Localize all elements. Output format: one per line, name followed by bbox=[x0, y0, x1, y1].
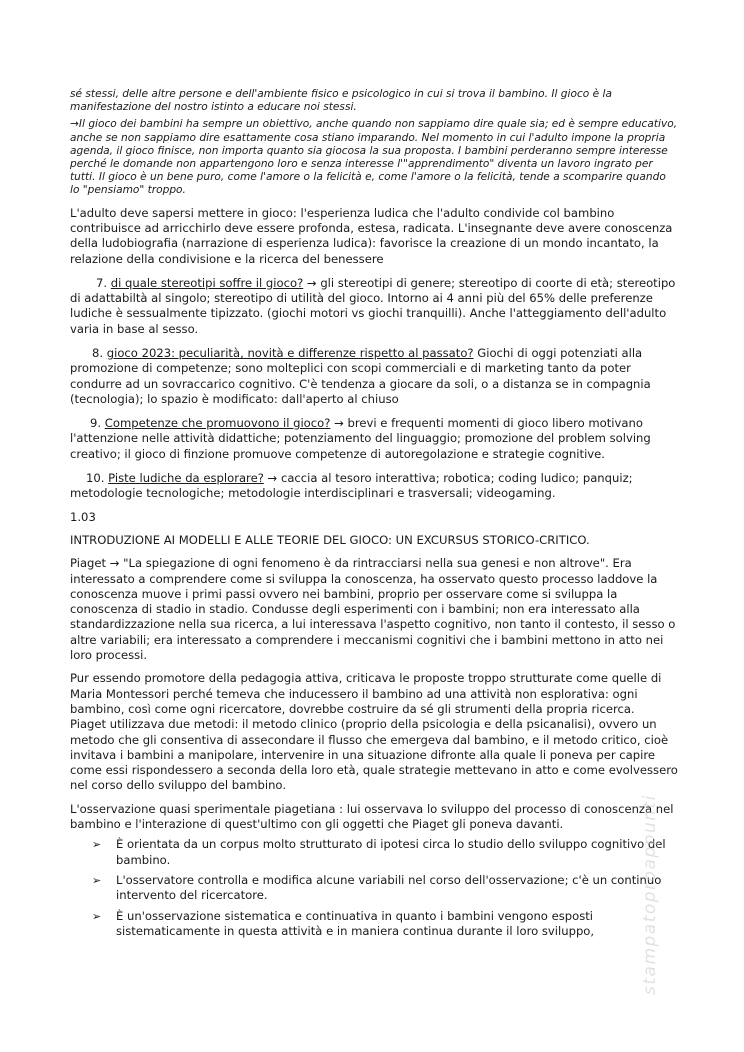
quote-paragraph bbox=[70, 118, 678, 197]
observation-paragraph: L'osservazione quasi sperimentale piagetiana : lui osservava lo sviluppo del processo di conoscenza nel bambino e l'interazione di quest'ultimo con gli oggetti che Piaget gli poneva davanti. bbox=[70, 801, 674, 832]
intro-paragraph: sé stessi, delle altre persone e dell'ambiente fisico e psicologico in cui si trova il bambino. Il gioco è la manifestazione del nostro istinto a educare noi stessi. bbox=[70, 88, 612, 114]
question-10-answer: → caccia al tesoro interattiva; robotica; coding ludico; panquiz; metodologie tecnologiche; metodologie interdisciplinari e trasversali; videogaming. bbox=[70, 471, 633, 501]
bullet-arrow-icon: ➢ bbox=[92, 873, 102, 887]
question-9 bbox=[70, 416, 678, 462]
watermark-text: stampatoproappunti bbox=[640, 794, 660, 995]
bullet-arrow-icon: ➢ bbox=[92, 909, 102, 923]
question-8-answer: Giochi di oggi potenziati alla promozione di competenze; sono molteplici con scopi commerciali e di marketing tanto da poter condurre ad un sovraccarico cognitivo. C'è tendenza a giocare da soli, o a distanza se in compagnia (tecnologia); lo spazio è modificato: dall'aperto al chiuso bbox=[70, 346, 651, 406]
list-item: ➢ È un'osservazione sistematica e continuativa in quanto i bambini vengono esposti sistematicamente in questa attività e in maniera continua durante il loro sviluppo, bbox=[92, 908, 595, 938]
piaget-paragraph-1: Piaget → "La spiegazione di ogni fenomeno è da rintracciarsi nella sua genesi e non altrove". Era interessato a comprendere come si sviluppa la conoscenza, ha osservato questo processo laddove la conoscenza muove i primi passi ovvero nei bambini, proprio per osservare come si sviluppa la conoscenza di stadio in stadio. Condusse degli esperimenti con i bambini; non era interessato alla standardizzazione nella sua ricerca, a lui interessava l'aspetto cognitivo, non tanto il contesto, il sesso o altre variabili; era interessato a comprendere i meccanismi cognitivi che i bambini mettono in atto nei loro processi. bbox=[70, 556, 676, 663]
question-7-number: 7. bbox=[96, 275, 108, 290]
piaget-paragraph-3: Piaget utilizzava due metodi: il metodo clinico (proprio della psicologia e della psicanalisi), ovvero un metodo che gli consentiva di assecondare il flusso che emergeva dal bambino, e il metodo critico, cioè invitava i bambini a manipolare, intervenire in una situazione difronte alla quale li poneva per capire come essi rispondessero a seconda della loro età, quale strategie mettevano in atto e come evolvessero nel corso dello sviluppo del bambino. bbox=[70, 717, 678, 793]
document-page bbox=[70, 88, 678, 939]
question-10-number: 10. bbox=[86, 471, 105, 486]
lesson-date: 1.03 bbox=[70, 509, 96, 524]
list-item: ➢ È orientata da un corpus molto strutturato di ipotesi circa lo studio dello sviluppo cognitivo del bambino. bbox=[92, 837, 666, 867]
question-10 bbox=[70, 471, 678, 502]
question-10-title: Piste ludiche da esplorare? bbox=[108, 471, 264, 486]
question-8-title: gioco 2023: peculiarità, novità e differenze rispetto al passato? bbox=[106, 346, 474, 360]
section-heading: INTRODUZIONE AI MODELLI E ALLE TEORIE DEL GIOCO: UN EXCURSUS STORICO-CRITICO. bbox=[70, 532, 590, 547]
question-8 bbox=[70, 346, 678, 407]
question-7-answer: → gli stereotipi di genere; stereotipo di coorte di età; stereotipo di adattabiltà al singolo; stereotipo di utilità del gioco. Intorno ai 4 anni più del 65% delle preferenze ludiche è sessualmente tipizzato. (giochi motori vs giochi tranquilli). Anche l'atteggiamento dell'adulto varia in base al sesso. bbox=[70, 275, 676, 336]
arrow-icon: → bbox=[70, 118, 79, 131]
question-7 bbox=[70, 276, 678, 337]
watermark bbox=[640, 540, 660, 1000]
adult-paragraph: L'adulto deve sapersi mettere in gioco: l'esperienza ludica che l'adulto condivide col bambino contribuisce ad arricchirlo deve essere profonda, estesa, radicata. L'insegnante deve avere conoscenza della ludobiografia (narrazione di esperienza ludica): favorisce la creazione di un mondo incantato, la relazione della condivisione e la ricerca del benessere bbox=[70, 205, 673, 266]
observation-list bbox=[70, 837, 678, 939]
bullet-arrow-icon: ➢ bbox=[92, 838, 102, 852]
question-9-title: Competenze che promuovono il gioco? bbox=[104, 416, 331, 431]
list-item: ➢ L'osservatore controlla e modifica alcune variabili nel corso dell'osservazione; c'è un continuo intervento del ricercatore. bbox=[92, 872, 662, 903]
quote-text: Il gioco dei bambini ha sempre un obiettivo, anche quando non sappiamo dire quale sia; ed è sempre educativo, anche se non sappiamo dire esattamente cosa stiano imparando. Nel momento in cui l'adulto impone la propria agenda, il gioco finisce, non importa quanto sia giocosa la sua proposta. I bambini perderanno sempre interesse perché le domande non appartengono loro e senza interesse l'"apprendimento" diventa un lavoro ingrato per tutti. Il gioco è un bene puro, come l'amore o la felicità e, come l'amore o la felicità, tende a scomparire quando lo "pensiamo" troppo. bbox=[70, 118, 678, 197]
question-9-number: 9. bbox=[90, 416, 102, 431]
question-9-answer: → brevi e frequenti momenti di gioco libero motivano l'attenzione nelle attività didattiche; potenziamento del linguaggio; promozione del problem solving creativo; il gioco di finzione promuove competenze di autoregolazione e strategie cognitive. bbox=[70, 416, 651, 461]
question-8-number: 8. bbox=[92, 346, 104, 360]
question-7-title: di quale stereotipi soffre il gioco? bbox=[110, 275, 304, 290]
piaget-paragraph-2: Pur essendo promotore della pedagogia attiva, criticava le proposte troppo strutturate come quelle di Maria Montessori perché temeva che inducessero il bambino ad una attività non esplorativa: ogni bambino, così come ogni ricercatore, dovrebbe costruire da sé gli strumenti della propria ricerca. bbox=[70, 671, 662, 716]
